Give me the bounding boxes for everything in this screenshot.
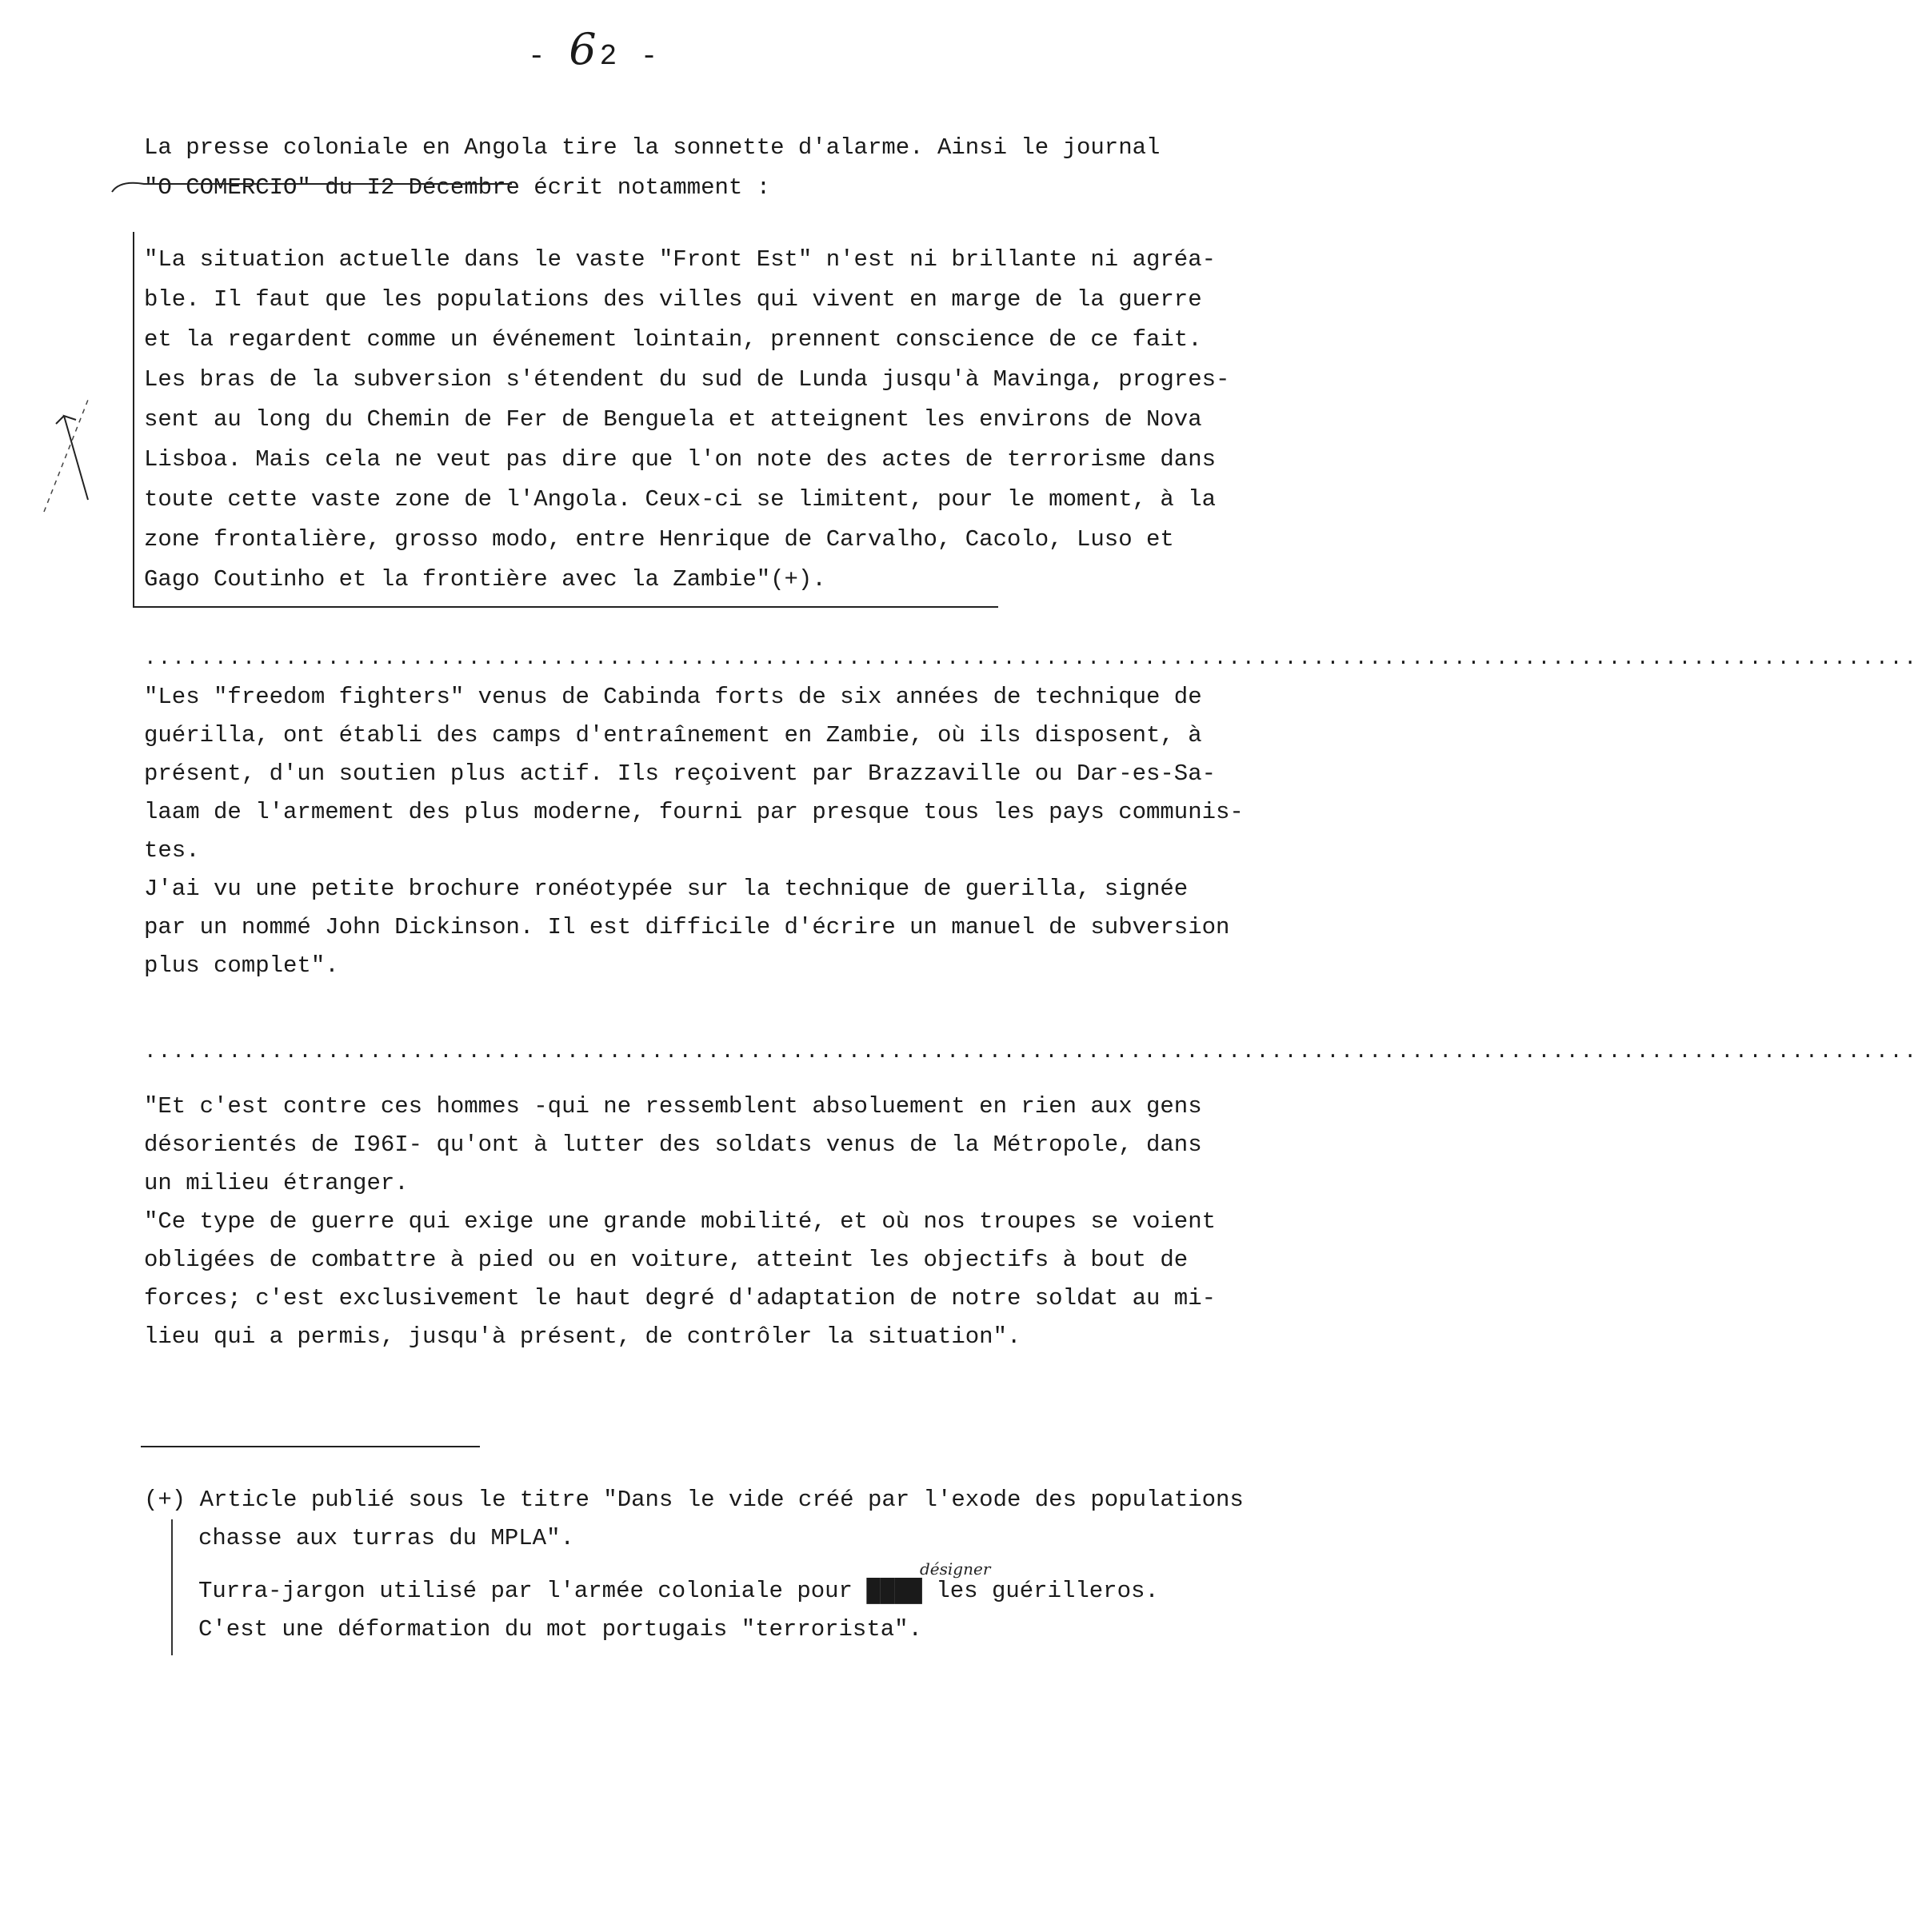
- handwritten-correction: désigner: [920, 1559, 991, 1579]
- footnote-line: C'est une déformation du mot portugais "terrorista".: [198, 1616, 922, 1643]
- quote2-line: tes.: [144, 837, 200, 864]
- quote1-line: ble. Il faut que les populations des villes qui vivent en marge de la guerre: [144, 286, 1202, 313]
- quote2-line: laam de l'armement des plus moderne, fourni par presque tous les pays communis-: [144, 799, 1244, 825]
- quote1-line: sent au long du Chemin de Fer de Benguela et atteignent les environs de Nova: [144, 406, 1202, 433]
- page-number-dash-right: -: [640, 40, 661, 73]
- quote3-line: désorientés de I96I- qu'ont à lutter des soldats venus de la Métropole, dans: [144, 1132, 1202, 1158]
- dotted-separator: ..............................................................................................................................: [144, 646, 1918, 670]
- quote1-line: "La situation actuelle dans le vaste "Front Est" n'est ni brillante ni agréa-: [144, 246, 1217, 273]
- intro-line: La presse coloniale en Angola tire la sonnette d'alarme. Ainsi le journal: [144, 134, 1161, 161]
- quote2-line: J'ai vu une petite brochure ronéotypée sur la technique de guerilla, signée: [144, 876, 1189, 902]
- quote2-line: "Les "freedom fighters" venus de Cabinda forts de six années de technique de: [144, 684, 1202, 710]
- page-number-handwritten: 6: [569, 24, 600, 74]
- quote2-line: guérilla, ont établi des camps d'entraînement en Zambie, où ils disposent, à: [144, 722, 1202, 748]
- quote1-line: et la regardent comme un événement lointain, prennent conscience de ce fait.: [144, 326, 1202, 353]
- margin-arrow-icon: [56, 416, 88, 500]
- footnote-line: Turra-jargon utilisé par l'armée coloniale pour ████ les guérilleros.: [198, 1578, 1159, 1604]
- quote1-line: Gago Coutinho et la frontière avec la Zambie"(+).: [144, 566, 826, 593]
- footnote-line: (+) Article publié sous le titre "Dans le vide créé par l'exode des populations: [144, 1487, 1244, 1513]
- quote3-line: "Ce type de guerre qui exige une grande mobilité, et où nos troupes se voient: [144, 1208, 1217, 1235]
- intro-line: "O COMERCIO" du I2 Décembre écrit notamment :: [144, 174, 771, 201]
- quote2-line: par un nommé John Dickinson. Il est difficile d'écrire un manuel de subversion: [144, 914, 1230, 940]
- page-number-dash-left: -: [528, 40, 549, 73]
- quote3-line: "Et c'est contre ces hommes -qui ne ressemblent absoluement en rien aux gens: [144, 1093, 1202, 1120]
- quote3-line: un milieu étranger.: [144, 1170, 409, 1196]
- quote1-line: Les bras de la subversion s'étendent du sud de Lunda jusqu'à Mavinga, progres-: [144, 366, 1230, 393]
- page-number-typed: 2: [599, 40, 621, 73]
- quote1-line: zone frontalière, grosso modo, entre Henrique de Carvalho, Cacolo, Luso et: [144, 526, 1174, 553]
- footnote-line: chasse aux turras du MPLA".: [198, 1525, 574, 1551]
- dotted-separator: ..............................................................................................................................: [144, 1040, 1918, 1064]
- quote1-line: Lisboa. Mais cela ne veut pas dire que l'on note des actes de terrorisme dans: [144, 446, 1217, 473]
- quote3-line: obligées de combattre à pied ou en voiture, atteint les objectifs à bout de: [144, 1247, 1189, 1273]
- quote3-line: forces; c'est exclusivement le haut degré d'adaptation de notre soldat au mi-: [144, 1285, 1217, 1311]
- bracket-top-stroke: [112, 183, 512, 192]
- quote1-line: toute cette vaste zone de l'Angola. Ceux-ci se limitent, pour le moment, à la: [144, 486, 1217, 513]
- quote2-line: plus complet".: [144, 952, 339, 979]
- quote2-line: présent, d'un soutien plus actif. Ils reçoivent par Brazzaville ou Dar-es-Sa-: [144, 760, 1217, 787]
- quote3-line: lieu qui a permis, jusqu'à présent, de contrôler la situation".: [144, 1323, 1021, 1350]
